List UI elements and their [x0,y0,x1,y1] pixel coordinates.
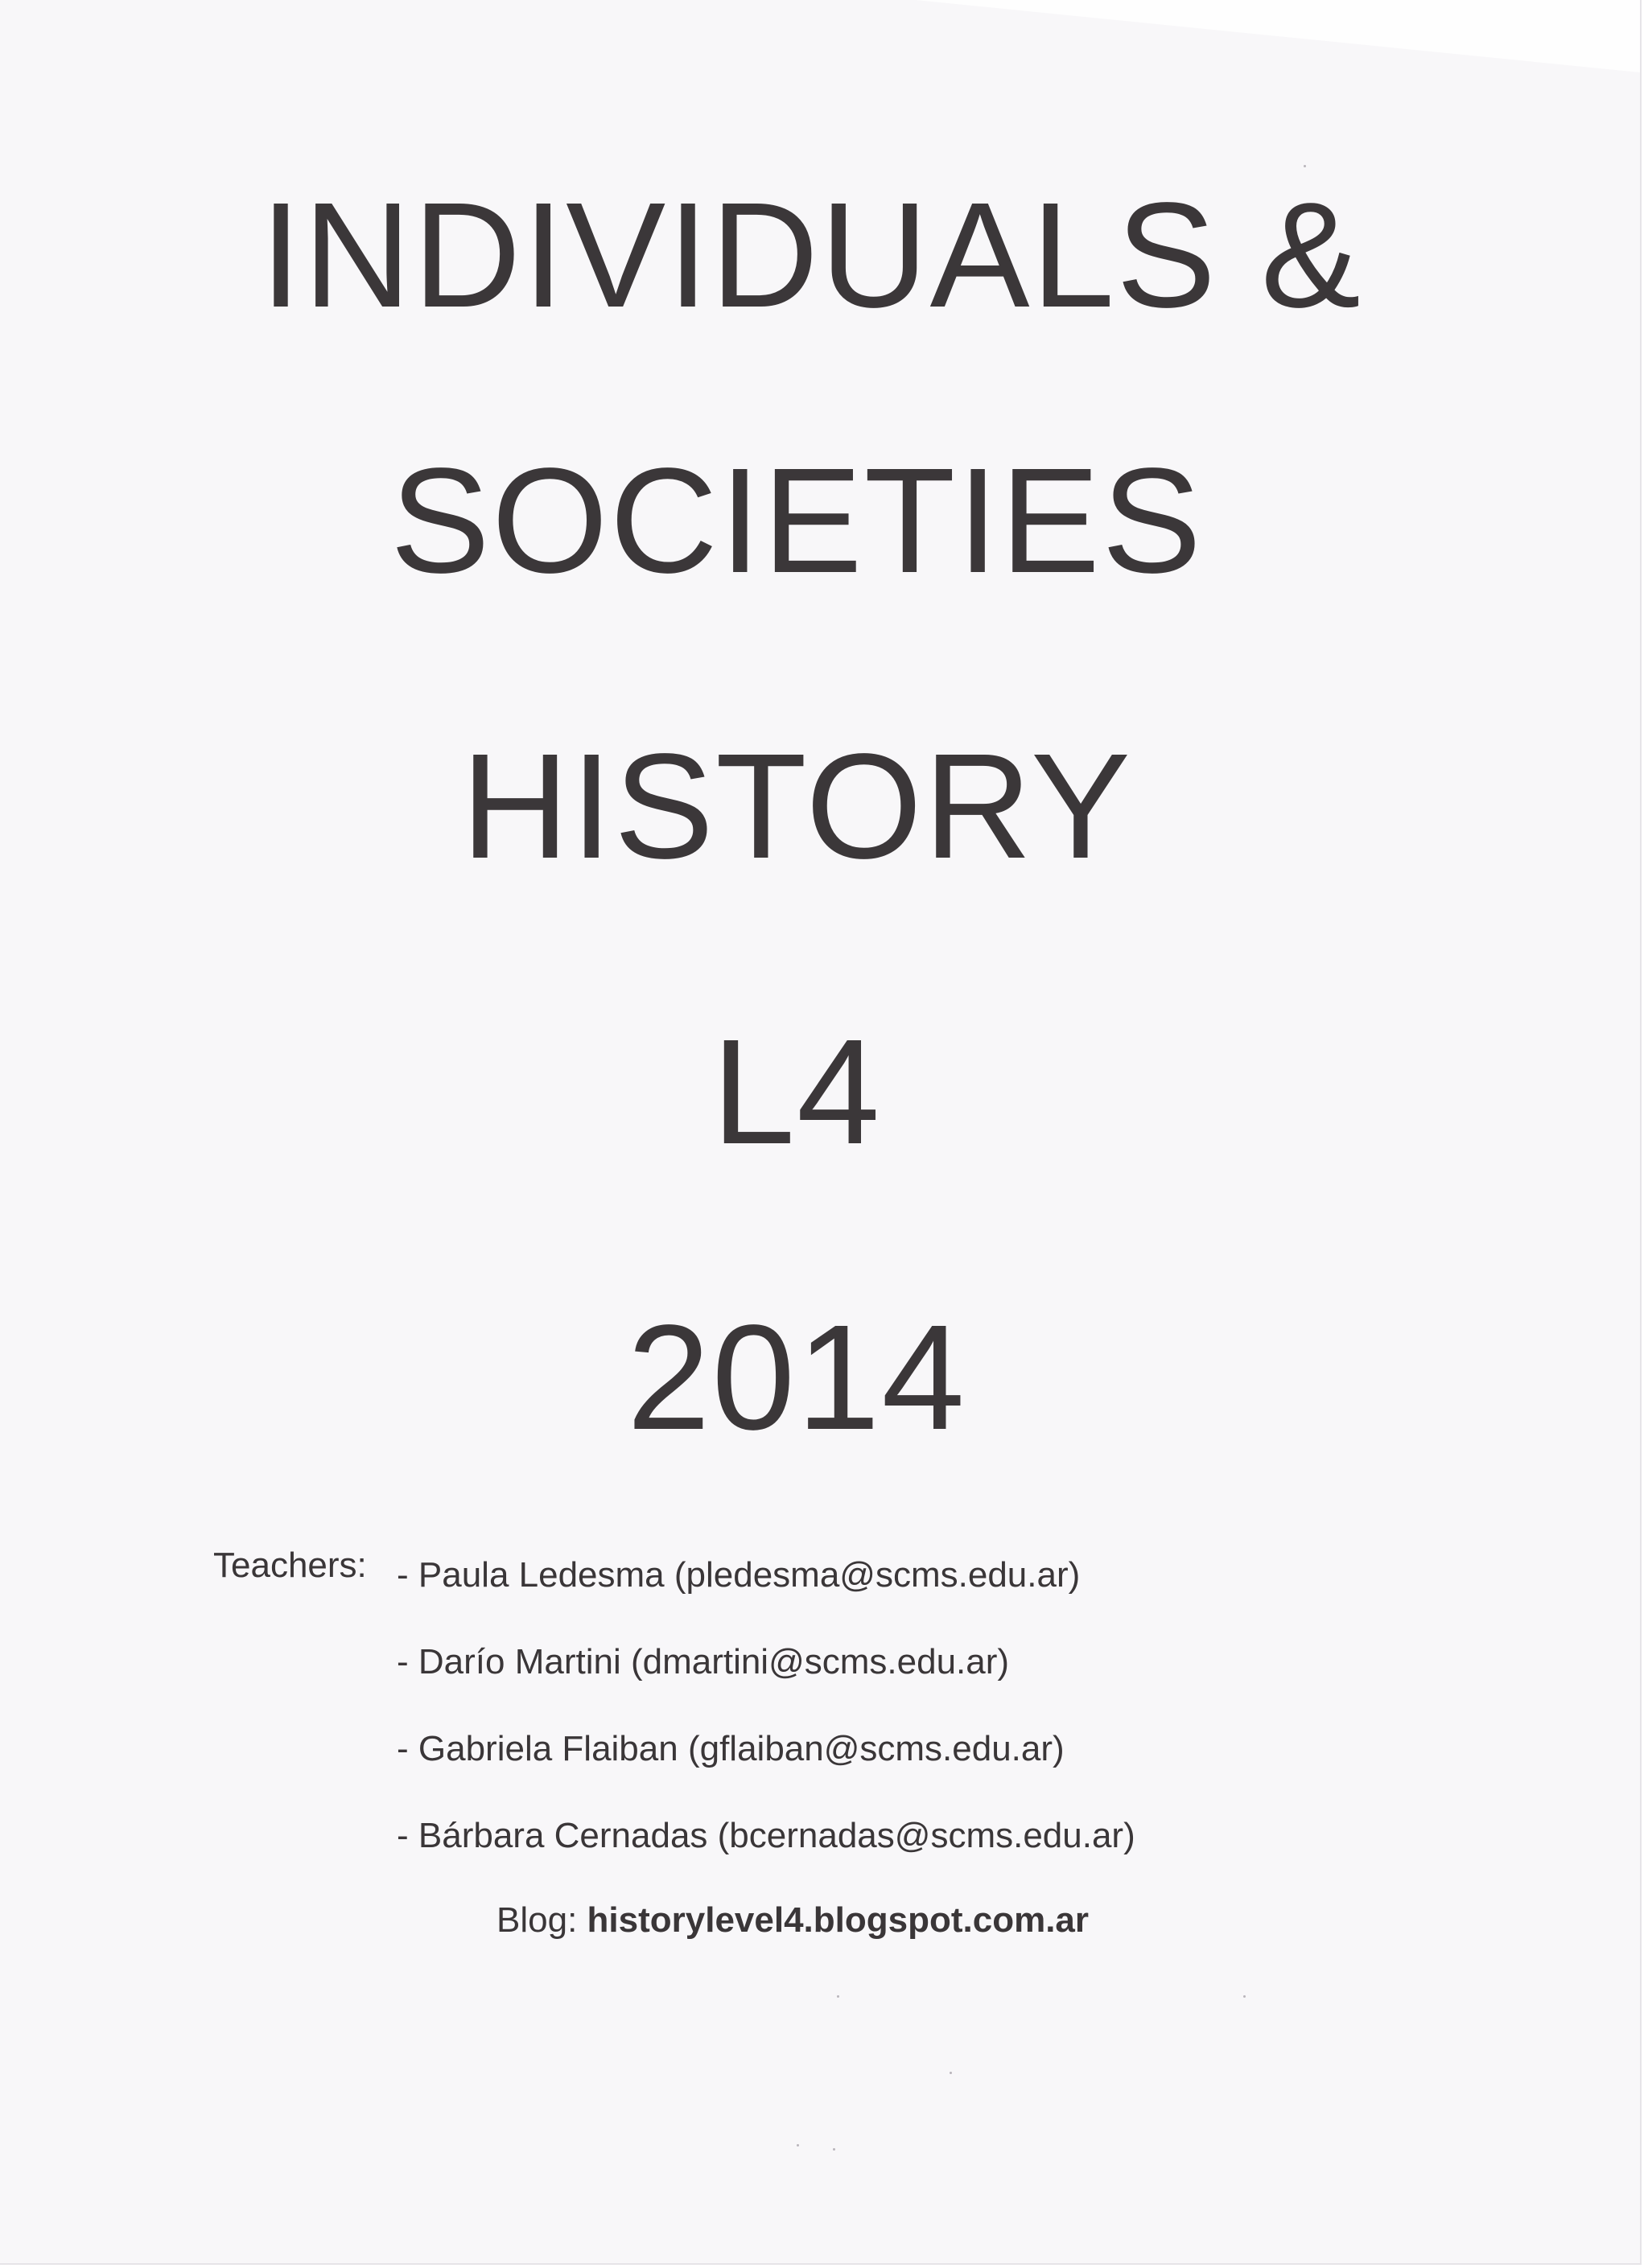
scan-speck [837,1995,839,1998]
scan-speck [1243,1995,1246,1998]
teachers-label: Teachers: [213,1546,367,1585]
scan-speck [833,2148,835,2151]
scan-speck [1304,165,1306,167]
title-line-subject: INDIVIDUALS & [260,172,1362,339]
blog-line [496,1900,1089,1941]
teacher-item: - Darío Martini (dmartini@scms.edu.ar) [397,1642,1010,1681]
scan-edge [916,0,1640,72]
blog-url: historylevel4.blogspot.com.ar [587,1900,1090,1940]
teacher-item: - Bárbara Cernadas (bcernadas@scms.edu.ar) [397,1816,1135,1855]
teacher-item: - Gabriela Flaiban (gflaiban@scms.edu.ar) [397,1729,1065,1768]
title-line-history: HISTORY [460,723,1133,890]
scan-speck [797,2144,799,2147]
title-line-societies: SOCIETIES [389,438,1204,604]
scan-speck [950,2072,952,2074]
teacher-item: - Paula Ledesma (pledesma@scms.edu.ar) [397,1555,1081,1595]
blog-label: Blog: [496,1900,578,1940]
title-line-year: 2014 [627,1295,966,1461]
title-line-level: L4 [711,1009,882,1175]
